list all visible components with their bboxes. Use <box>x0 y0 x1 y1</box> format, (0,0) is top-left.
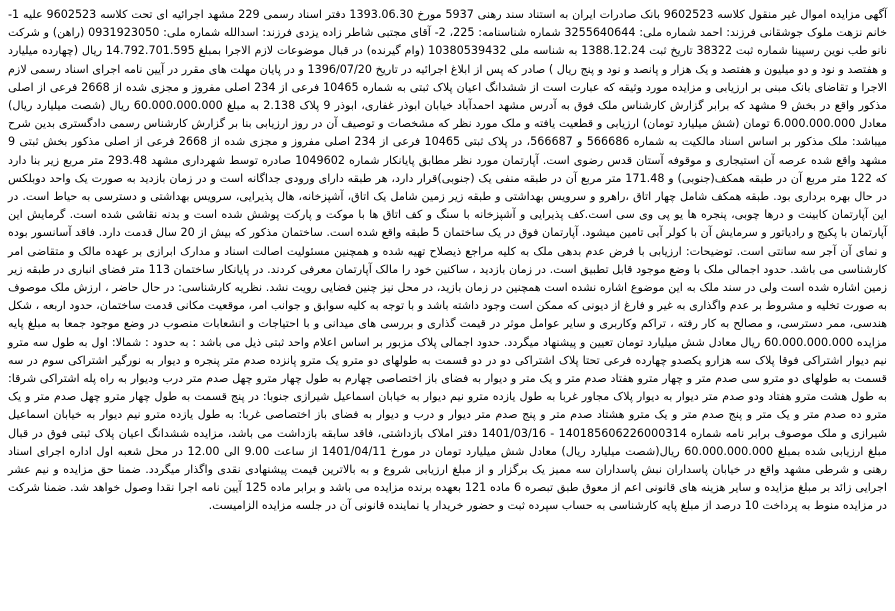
auction-notice-text: آگهی مزایده اموال غیر منقول کلاسه 9602523 بانک صادرات ایران به استناد سند رهنی 5937 مورخ 1393.06.30 دفتر اسناد رسمی 229 مشهد اجرائیه ای تحت کلاسه 9602523 علیه 1- خانم نزهت ملوک جوشقانی فرزند: احمد شماره ملی: 3255640644 شماره شناسنامه: 225، 2- آقای مجتبی شاطر زاده یزدی فرزند: اسدالله شماره ملی: 0931923050 (راهن) و شرکت نانو طب نوین رسپینا شماره ثبت 38322 تاریخ ثبت 1388.12.24 به شناسه ملی 10380539432 (وام گیرنده) در قبال موضوعات لازم الاجرا بمبلغ 14.792.701.595 ریال (چهارده میلیارد و هفتصد و نود و دو میلیون و هفتصد و یک هزار و پانصد و نود و پنج ریال ) صادر که پس از ابلاغ اجرائیه در تاریخ 1396/07/20 و در پایان مهلت های مقرر در آیین نامه اجرای اسناد رسمی لازم الاجرا و تقاضای بانک مبنی بر ارزیابی و مزایده مورد وثیقه که عبارت است از ششدانگ اعیان پلاک ثبتی به شماره 10465 فرعی از 234 اصلی مفروز و مجزی شده از 2668 فرعی از اصلی مذکور واقع در بخش 9 مشهد که برابر گزارش کارشناس ملک فوق به آدرس مشهد احمدآباد خیابان ابوذر غفاری، ابوذر 9 پلاک 2.138 به مبلغ 60.000.000.000 ریال (شصت میلیارد ریال) معادل 6.000.000.000 تومان (شش میلیارد تومان) ارزیابی و قطعیت یافته و ملک مورد نظر که مشخصات و توصیف آن در روز ارزیابی بنا بر گزارش کارشناس رسمی دادگستری بدین شرح میباشد: ملک مذکور بر اساس اسناد مالکیت به شماره 566686 و 566687، در پلاک ثبتی 10465 فرعی از 234 اصلی مفروز و مجزی شده از 2668 فرعی از اصلی مذکور بخش ثبتی 9 مشهد واقع شده عرصه آن استیجاری و موقوفه آستان قدس رضوی است. آپارتمان مورد نظر مطابق پایانکار شماره 1049602 صادره توسط شهرداری مشهد 293.48 متر مربع زیر بنا دارد که 122 متر مربع آن در طبقه همکف(جنوبی) و 171.48 متر مربع آن در طبقه منفی یک (جنوبی)قرار دارد، هر طبقه دارای ورودی جداگانه است و در زمان بازدید به صورت یک واحد دوبلکس در حال بهره برداری بود. طبقه همکف شامل چهار اتاق ،راهرو و سرویس بهداشتی و طبقه زیر زمین شامل یک اتاق، آشپزخانه، هال پذیرایی، سرویس بهداشتی و دسترسی به حیاط است. در این آپارتمان کابینت و درها چوبی، پنجره ها یو پی وی سی است.کف پذیرایی و آشپزخانه با سنگ و کف اتاق ها با موکت و پارکت پوشش شده است و بدنه نقاشی شده است. گرمایش این آپارتمان با پکیج و رادیاتور و سرمایش آن با کولر آبی تامین میشود. آپارتمان فوق در یک ساختمان 5 طبقه واقع شده است. ساختمان مذکور که بیش از 20 سال قدمت دارد. فاقد آسانسور بوده و نمای آن آجر سه سانتی است. توضیحات: ارزیابی با فرض عدم بدهی ملک به کلیه مراجع ذیصلاح تهیه شده و همچنین مسئولیت اصالت اسناد و مدارک ابرازی بر عهده مالک و متقاضی امر کارشناسی می باشد. حدود اجمالی ملک با وضع موجود قابل تطبیق است. در زمان بازدید ، ساکنین خود را مالک آپارتمان معرفی کردند. در پایانکار ساختمان 113 متر فضای انباری در طبقه زیر زمین اشاره شده است ولی در سند ملک به این موضوع اشاره نشده است همچنین در زمان بازید، در محل نیز چنین فضایی رویت نشد. نظریه کارشناسی: در حال حاضر ، ارزش ملک موصوف به صورت تخلیه و مشروط بر عدم واگذاری به غیر و فارغ از دیونی که ممکن است وجود داشته باشد و با توجه به کلیه سوابق و جوانب امر، موقعیت مکانی قدمت ساختمان، حدود اربعه ، شکل هندسی، ممر دسترسی، و مصالح به کار رفته ، تراکم وکاربری و سایر عوامل موثر در قیمت گذاری و بررسی های میدانی و با احتیاجات و انشعابات منصوب در وضع موجود جمعا به مبلغ پایه مزایده 60.000.000.000 ریال معادل شش میلیارد تومان تعیین و پیشنهاد میگردد. حدود اجمالی پلاک مزبور بر اساس اعلام واحد ثبتی ذیل می باشد : به حدود : شمالا: اول به طول سه مترو نیم دیوار اشتراکی فوقا پلاک سه هزارو یکصدو چهارده فرعی تحتا پلاک اشتراکی دو در دو قسمت به طولهای دو مترو یک مترو پانزده صدم متر پنجره و دیوار به نورگیر اشتراکی سوم در سه قسمت به طولهای دو مترو سی صدم متر و چهار مترو هفتاد صدم متر و یک متر و دیوار به فضای باز اختصاصی چهارم به طول چهار مترو چهل صدم متر درب ودیوار به راه پله اشتراکی شرقا: به طول هشت مترو هفتاد ودو صدم متر دیوار به دیوار پلاک مجاور غربا به طول یازده مترو نیم دیوار به خیابان اسماعیل شیرازی جنوبا: در پنج قسمت به طول چهار مترو چهل صدم متر و یک مترو ده صدم متر و یک متر و پنج صدم متر و یک مترو هشتاد صدم متر و پنج صدم متر دیوار و درب و دیوار به فضای باز اختصاصی غربا: به طول یازده مترو نیم دیوار به خیابان اسماعیل شیرازی و ملک موصوف برابر نامه شماره 140185606226000314 - 1401/03/16 دفتر املاک بازداشتی، فاقد سابقه بازداشت می باشد، مزایده ششدانگ اعیان پلاک ثبتی فوق در قبال مبلغ ارزیابی شده بمبلغ 60.000.000.000 ریال(شصت میلیارد ریال) معادل شش میلیارد تومان در مورخ 1401/04/11 از ساعت 9.00 الی 12.00 در محل شعبه اول اداره اجرای اسناد رهنی و شرطی مشهد واقع در خیابان پاسداران نبش پاسداران سه ممیز یک برگزار و از مبلغ ارزیابی شروع و به بالاترین قیمت پیشنهادی نقدی واگذار میگردد. ضمنا حق مزایده و نیم عشر اجرایی زائد بر مبلغ مزایده و سایر هزینه های قانونی اعم از معوق طبق تبصره 6 ماده 121 بعهده برنده مزایده می باشد و برابر ماده 125 آیین نامه اجرا نقدا وصول خواهد شد. ضمنا شرکت در مزایده منوط به پرداخت 10 درصد از مبلغ پایه کارشناسی به حساب سپرده ثبت و حضور خریدار یا نماینده قانونی آن در جلسه مزایده الزامیست. <box>8 8 888 513</box>
